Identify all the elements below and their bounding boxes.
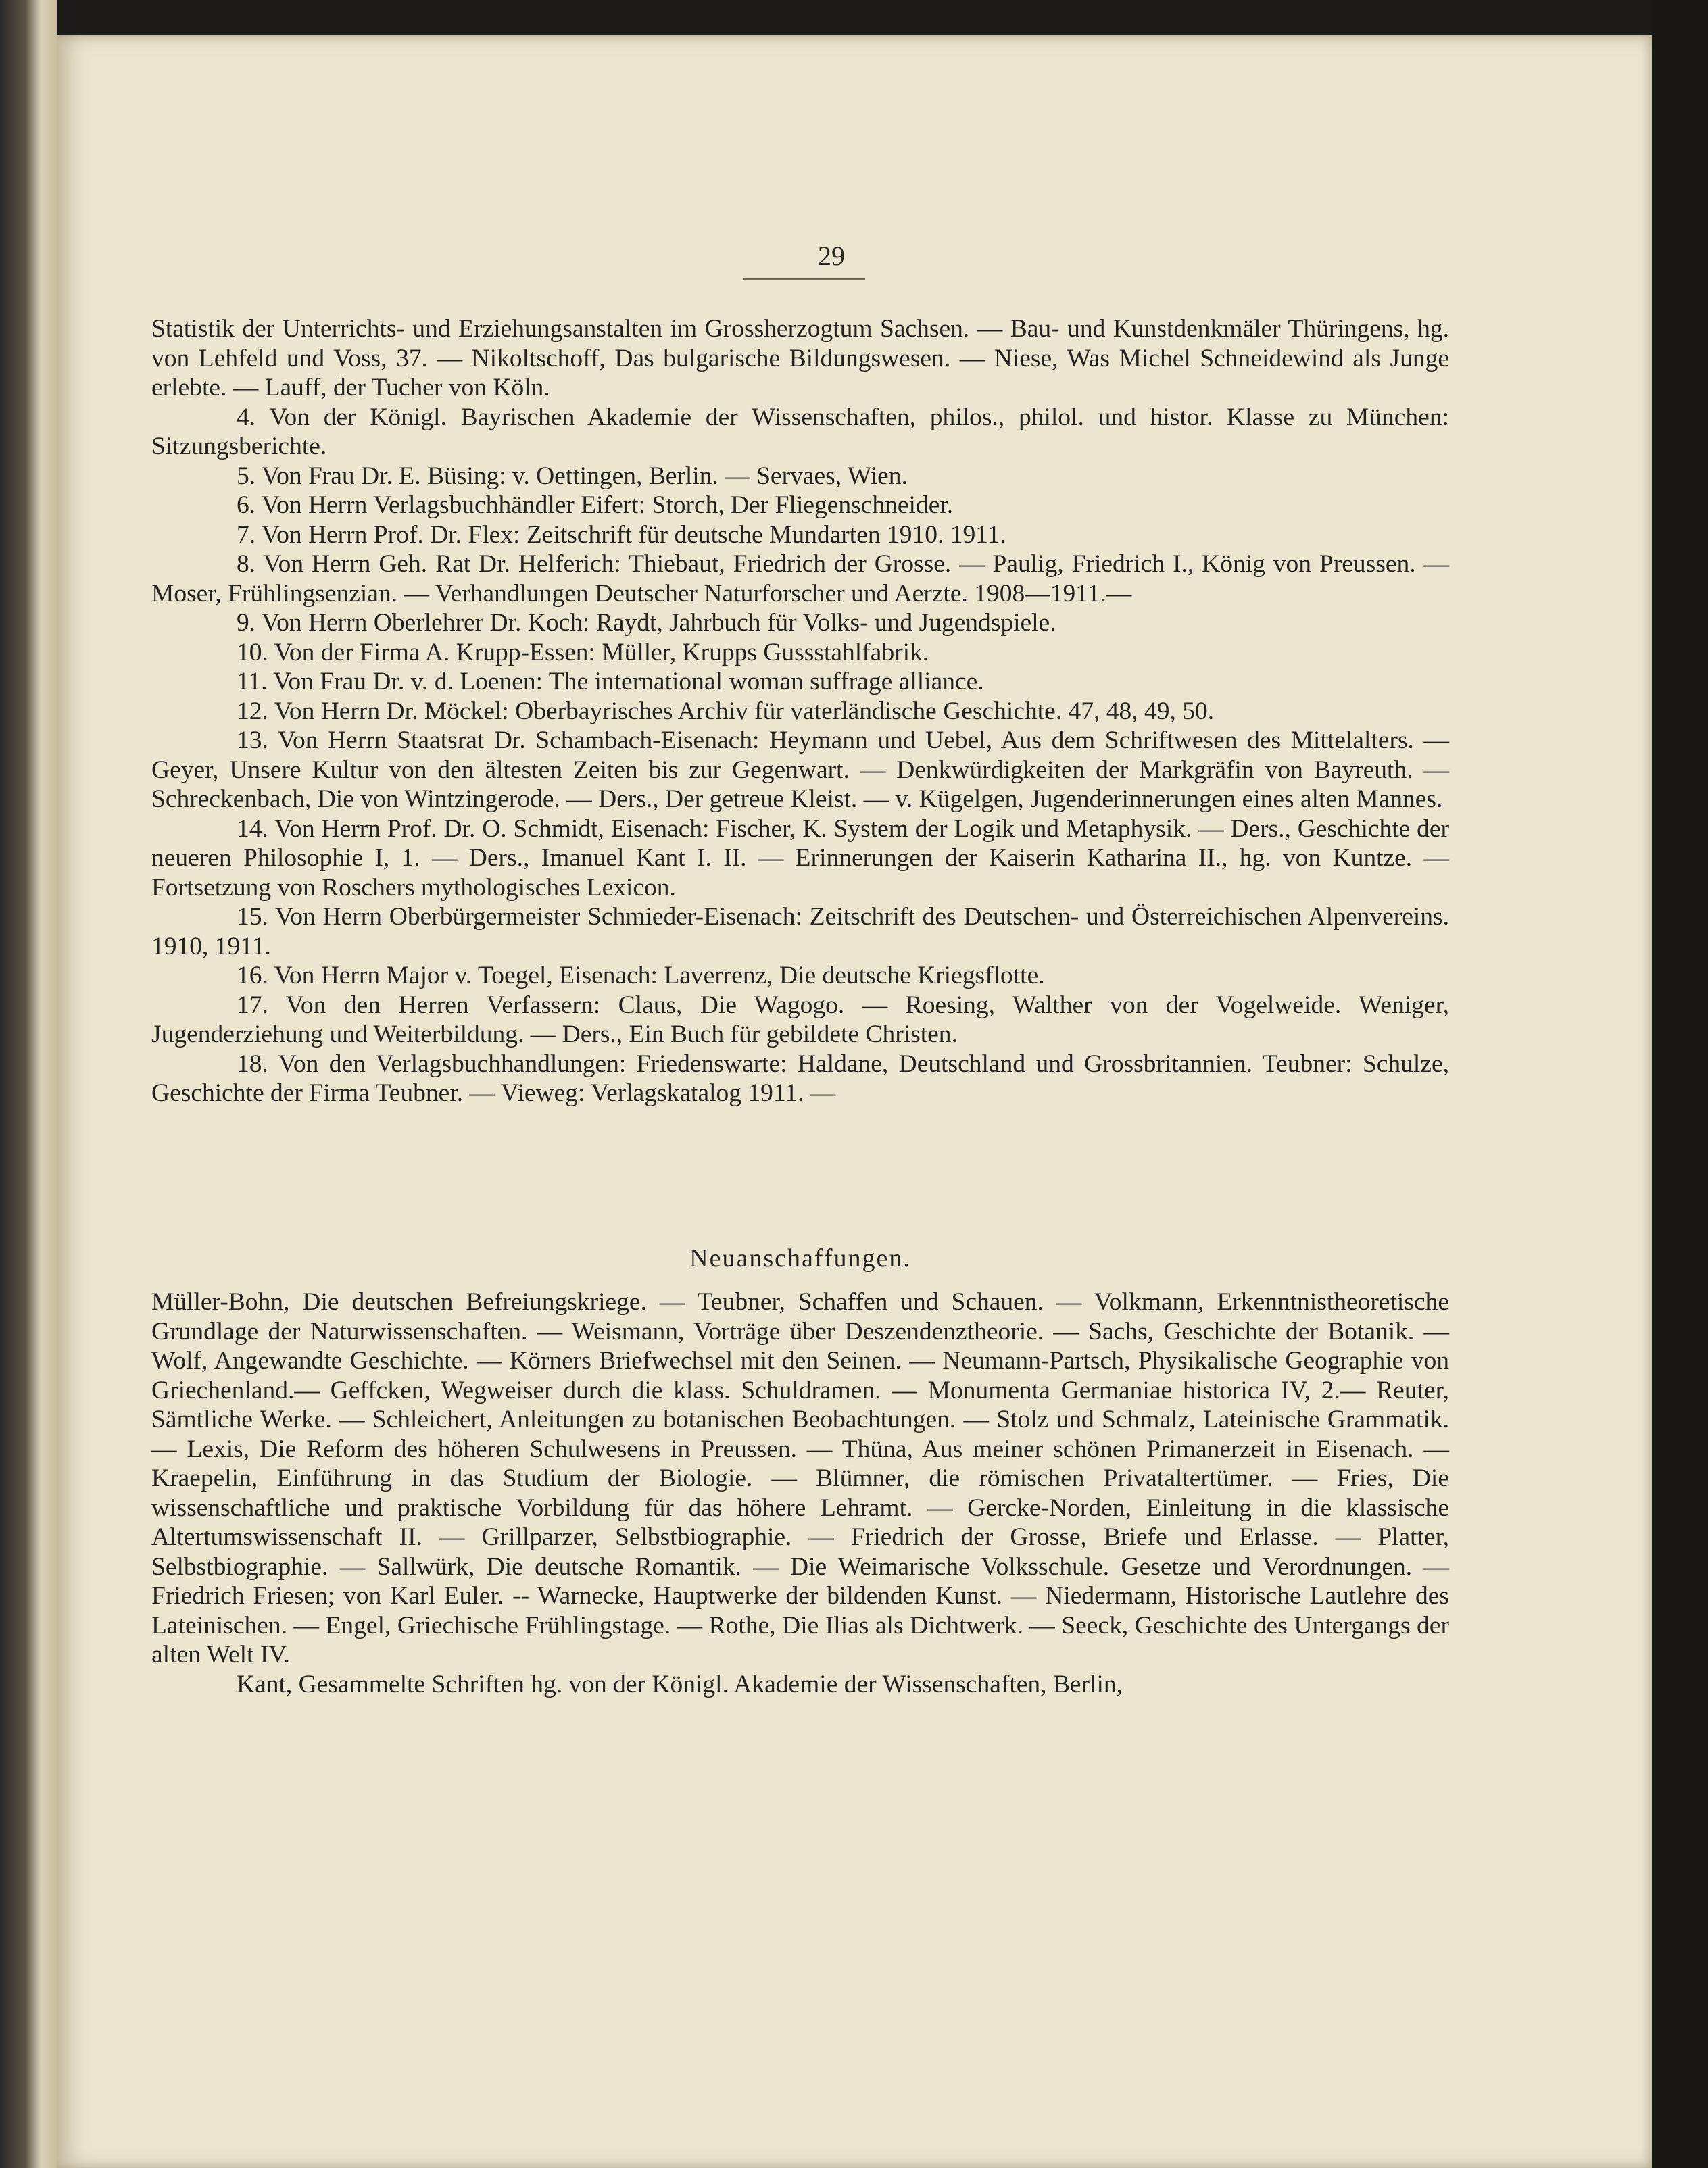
donation-entry: 15. Von Herrn Oberbürgermeister Schmieder-Eisenach: Zeitschrift des Deutschen- und Österreichischen Alpenvereins. 1910, 1911. [151, 903, 1449, 960]
book-gutter-edge [0, 0, 57, 2168]
donation-entry: 16. Von Herrn Major v. Toegel, Eisenach: Laverrenz, Die deutsche Kriegsflotte. [237, 962, 1045, 989]
donation-entry: 11. Von Frau Dr. v. d. Loenen: The international woman suffrage alliance. [237, 668, 984, 695]
donation-entry: 7. Von Herrn Prof. Dr. Flex: Zeitschrift für deutsche Mundarten 1910. 1911. [237, 520, 1006, 549]
donation-entry: 14. Von Herrn Prof. Dr. O. Schmidt, Eisenach: Fischer, K. System der Logik und Metaphysik. — Ders., Geschichte der neueren Philosophie I, 1. — Ders., Imanuel Kant I. II. — Erinnerungen der Kaiserin Katharina II., hg. von Kuntze. — Fortsetzung von Roschers mythologisches Lexicon. [151, 814, 1449, 902]
donation-entry: Statistik der Unterrichts- und Erziehungsanstalten im Grossherzogtum Sachsen. — Bau- und Kunstdenkmäler Thüringens, hg. von Lehfeld und Voss, 37. — Nikoltschoff, Das bulgarische Bildungswesen. — Niese, Was Michel Schneidewind als Junge erlebte. — Lauff, der Tucher von Köln. [151, 315, 1449, 401]
donation-entry: 4. Von der Königl. Bayrischen Akademie der Wissenschaften, philos., philol. und histor. Klasse zu München: Sitzungsberichte. [151, 403, 1449, 460]
donation-entry: 17. Von den Herren Verfassern: Claus, Die Wagogo. — Roesing, Walther von der Vogelweide. Weniger, Jugenderziehung und Weiterbildung. — Ders., Ein Buch für gebildete Christen. [151, 991, 1449, 1048]
donation-entry: 12. Von Herrn Dr. Möckel: Oberbayrisches Archiv für vaterländische Geschichte. 47, 48, 49, 50. [237, 697, 1215, 725]
acquisition-paragraph: Müller-Bohn, Die deutschen Befreiungskriege. — Teubner, Schaffen und Schauen. — Volkmann, Erkenntnistheoretische Grundlage der Naturwissenschaften. — Weismann, Vorträge über Deszendenztheorie. — Sachs, Geschichte der Botanik. — Wolf, Angewandte Geschichte. — Körners Briefwechsel mit den Seinen. — Neumann-Partsch, Physikalische Geographie von Griechenland.— Geffcken, Wegweiser durch die klass. Schuldramen. — Monumenta Germaniae historica IV, 2.— Reuter, Sämtliche Werke. — Schleichert, Anleitungen zu botanischen Beobachtungen. — Stolz und Schmalz, Lateinische Grammatik. — Lexis, Die Reform des höheren Schulwesens in Preussen. — Thüna, Aus meiner schönen Primanerzeit in Eisenach. — Kraepelin, Einführung in das Studium der Biologie. — Blümner, die römischen Privataltertümer. — Fries, Die wissenschaftliche und praktische Vorbildung für das höhere Lehramt. — Gercke-Norden, Einleitung in die klassische Altertumswissenschaft II. — Grillparzer, Selbstbiographie. — Friedrich der Grosse, Briefe und Erlasse. — Platter, Selbstbiographie. — Sallwürk, Die deutsche Romantik. — Die Weimarische Volksschule. Gesetze und Verordnungen. — Friedrich Friesen; von Karl Euler. -- Warnecke, Hauptwerke der bildenden Kunst. — Niedermann, Historische Lautlehre des Lateinischen. — Engel, Griechische Frühlingstage. — Rothe, Die Ilias als Dichtwerk. — Seeck, Geschichte des Untergangs der alten Welt IV. [151, 1288, 1449, 1669]
donation-entry: 18. Von den Verlagsbuchhandlungen: Friedenswarte: Haldane, Deutschland und Grossbritannien. Teubner: Schulze, Geschichte der Firma Teubner. — Vieweg: Verlagskatalog 1911. — [151, 1050, 1449, 1107]
donation-entry: 8. Von Herrn Geh. Rat Dr. Helferich: Thiebaut, Friedrich der Grosse. — Paulig, Friedrich I., König von Preussen. — Moser, Frühlingsenzian. — Verhandlungen Deutscher Naturforscher und Aerzte. 1908—1911.— [151, 550, 1449, 608]
donation-entry: 13. Von Herrn Staatsrat Dr. Schambach-Eisenach: Heymann und Uebel, Aus dem Schriftwesen des Mittelalters. — Geyer, Unsere Kultur von den ältesten Zeiten bis zur Gegenwart. — Denkwürdigkeiten der Markgräfin von Bayreuth. — Schreckenbach, Die von Wintzingerode. — Ders., Der getreue Kleist. — v. Kügelgen, Jugenderinnerungen eines alten Mannes. [151, 726, 1449, 813]
acquisition-paragraph: Kant, Gesammelte Schriften hg. von der Königl. Akademie der Wissenschaften, Berlin, [237, 1670, 1123, 1698]
page-number: 29 [818, 241, 845, 271]
donation-entry: 10. Von der Firma A. Krupp-Essen: Müller, Krupps Gussstahlfabrik. [237, 638, 929, 666]
scan-background-right [1652, 0, 1708, 2168]
acquisitions-list [151, 1287, 1449, 1699]
donation-entry: 9. Von Herrn Oberlehrer Dr. Koch: Raydt, Jahrbuch für Volks- und Jugendspiele. [237, 609, 1056, 637]
page-number-rule [743, 278, 865, 280]
section-heading: Neuanschaffungen. [689, 1244, 911, 1273]
donation-entry: 5. Von Frau Dr. E. Büsing: v. Oettingen, Berlin. — Servaes, Wien. [237, 462, 908, 490]
donation-entry: 6. Von Herrn Verlagsbuchhändler Eifert: Storch, Der Fliegenschneider. [237, 491, 954, 519]
donations-list [151, 314, 1449, 1108]
